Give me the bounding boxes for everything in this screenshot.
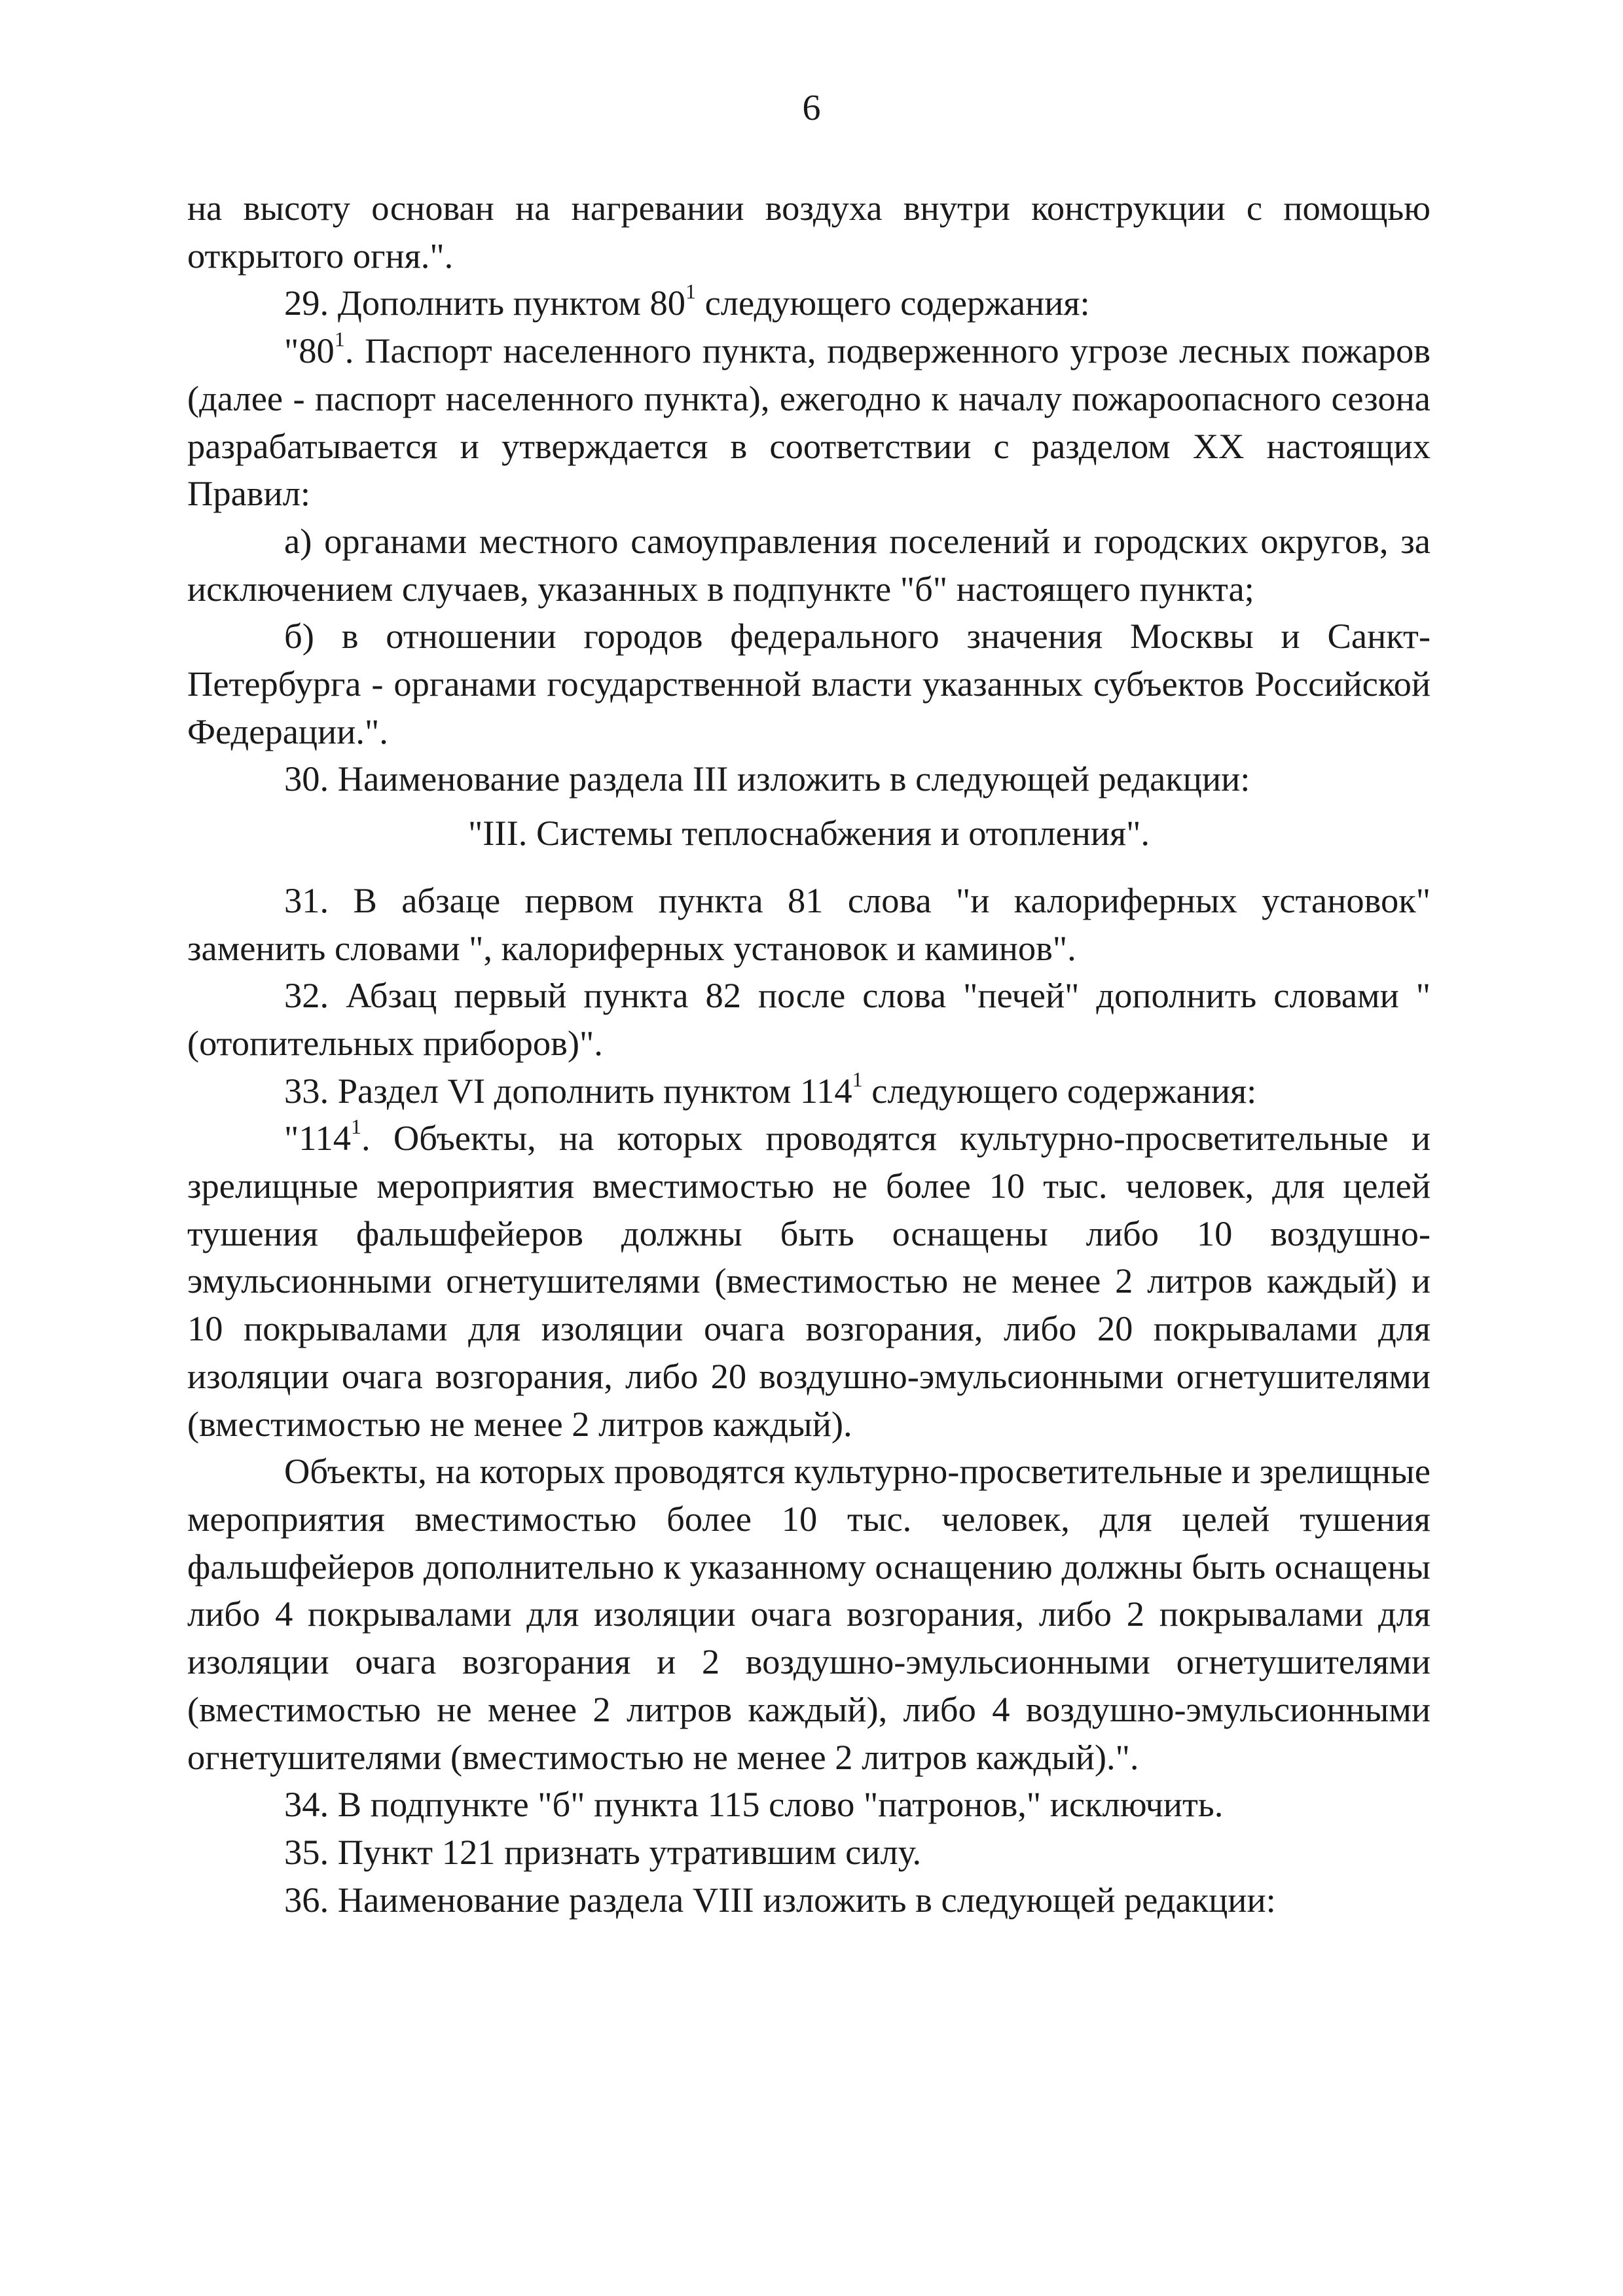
subitem-a: а) органами местного самоуправления поселений и городских округов, за исключением случаев, указанных в подпункте "б" настоящего пункта; [187,520,1431,609]
paragraph-80-1 [187,327,1431,518]
paragraph-114-1-text: "114 [284,1118,351,1158]
paragraph-114-1-tail: . Объекты, на которых проводятся культурно-просветительные и зрелищные мероприятия вместимостью не более 10 тыс. человек, для целей тушения фальшфейеров должны быть оснащены либо 10 воздушно-эмульсионными огнетушителями (вместимостью не менее 2 литров каждый) и 10 покрывалами для изоляции очага возгорания, либо 20 покрывалами для изоляции очага возгорания, либо 20 воздушно-эмульсионными огнетушителями (вместимостью не менее 2 литров каждый). [187,1118,1431,1444]
paragraph-32: 32. Абзац первый пункта 82 после слова "печей" дополнить словами "(отопительных приборов)". [187,975,1431,1063]
paragraph-29-tail: следующего содержания: [695,283,1090,323]
document-body [187,185,1431,1924]
paragraph-objects: Объекты, на которых проводятся культурно-просветительные и зрелищные мероприятия вместимостью более 10 тыс. человек, для целей тушения фальшфейеров дополнительно к указанному оснащению должны быть оснащены либо 4 покрывалами для изоляции очага возгорания, либо 2 покрывалами для изоляции очага возгорания и 2 воздушно-эмульсионными огнетушителями (вместимостью не менее 2 литров каждый), либо 4 воздушно-эмульсионными огнетушителями (вместимостью не менее 2 литров каждый).". [187,1451,1431,1777]
paragraph-80-1-tail: . Паспорт населенного пункта, подверженного угрозе лесных пожаров (далее - паспорт населенного пункта), ежегодно к началу пожароопасного сезона разрабатывается и утверждается в соответствии с разделом XX настоящих Правил: [187,331,1431,514]
page-number: 6 [802,88,821,128]
superscript-1: 1 [334,327,345,351]
paragraph-80-1-text: "80 [284,331,335,371]
section-heading: "III. Системы теплоснабжения и отопления". [468,813,1150,853]
paragraph-36: 36. Наименование раздела VIII изложить в следующей редакции: [284,1879,1276,1920]
paragraph-33-tail: следующего содержания: [862,1070,1257,1111]
subitem-b: б) в отношении городов федерального значения Москвы и Санкт-Петербурга - органами государственной власти указанных субъектов Российской Федерации.". [187,616,1431,751]
paragraph-29-text: 29. Дополнить пунктом 80 [284,283,685,323]
paragraph-114-1 [187,1115,1431,1448]
superscript-1: 1 [852,1067,863,1091]
paragraph-35: 35. Пункт 121 признать утратившим силу. [284,1831,922,1872]
superscript-1: 1 [350,1115,361,1139]
paragraph-33-text: 33. Раздел VI дополнить пунктом 114 [284,1070,852,1111]
paragraph-33 [187,1067,1431,1115]
paragraph-34: 34. В подпункте "б" пункта 115 слово "патронов," исключить. [284,1784,1224,1825]
paragraph-continuation: на высоту основан на нагревании воздуха внутри конструкции с помощью открытого огня.". [187,188,1431,276]
paragraph-29 [187,279,1431,327]
paragraph-31: 31. В абзаце первом пункта 81 слова "и калориферных установок" заменить словами ", калориферных установок и каминов". [187,880,1431,968]
superscript-1: 1 [685,279,696,304]
paragraph-30: 30. Наименование раздела III изложить в следующей редакции: [284,759,1250,799]
